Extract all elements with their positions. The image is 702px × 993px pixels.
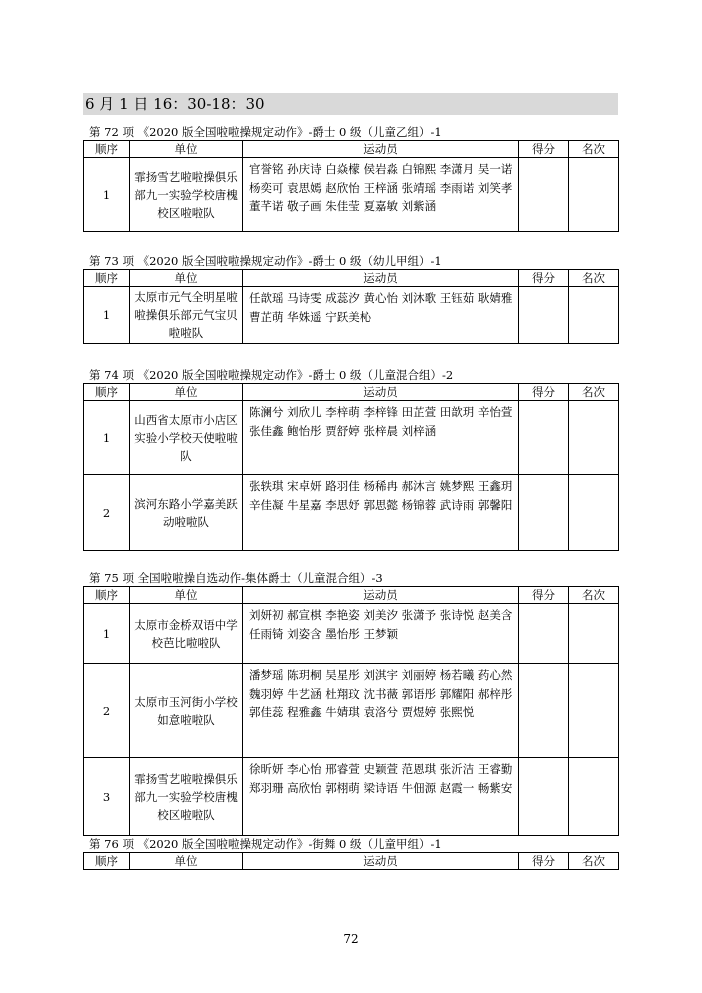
header-rank: 名次 [569, 384, 619, 401]
header-rank: 名次 [569, 853, 619, 870]
header-order: 顺序 [84, 853, 130, 870]
event-title: 第 76 项 《2020 版全国啦啦操规定动作》-街舞 0 级（儿童甲组）-1 [89, 837, 442, 851]
header-score: 得分 [519, 853, 569, 870]
cell-athletes: 徐昕妍 李心怡 邢睿萱 史颖萱 范恩琪 张沂洁 王睿勤 郑羽珊 高欣怡 郭栩萌 梁诗语 牛佃源 赵霞一 畅紫安 [243, 758, 519, 836]
table-row [84, 287, 619, 344]
table-header-row [84, 587, 619, 604]
cell-athletes: 任歆瑶 马诗雯 成蕊汐 黄心怡 刘沐歌 王钰茹 耿婧雅 曹芷萌 华姝遥 宁跃美杺 [243, 287, 519, 344]
table-row [84, 475, 619, 551]
header-score: 得分 [519, 270, 569, 287]
header-order: 顺序 [84, 270, 130, 287]
header-athletes: 运动员 [243, 384, 519, 401]
table-header-row [84, 141, 619, 158]
cell-unit: 太原市玉河街小学校如意啦啦队 [130, 664, 243, 758]
entries-table [83, 383, 619, 551]
cell-score[interactable] [519, 758, 569, 836]
event-block [83, 836, 618, 870]
cell-athletes: 潘梦瑶 陈玥桐 吴星彤 刘淇宇 刘丽婷 杨若曦 药心然 魏羽婷 牛艺涵 杜翔玟 沈书薇 郭语彤 郭耀阳 郝梓彤 郭佳蕊 程雅鑫 牛婧琪 袁洛兮 贾煜婷 张熙悦 [243, 664, 519, 758]
header-order: 顺序 [84, 384, 130, 401]
cell-unit: 霏扬雪艺啦啦操俱乐部九一实验学校唐槐校区啦啦队 [130, 158, 243, 232]
table-row [84, 604, 619, 664]
cell-athletes: 陈澜兮 刘欣儿 李梓萌 李梓锋 田芷萱 田歆玥 辛怡萱 张佳鑫 鲍怡彤 贾舒婷 张梓晨 刘梓涵 [243, 401, 519, 475]
table-row [84, 158, 619, 232]
cell-score[interactable] [519, 664, 569, 758]
cell-unit: 滨河东路小学嘉美跃动啦啦队 [130, 475, 243, 551]
table-header-row [84, 853, 619, 870]
header-athletes: 运动员 [243, 141, 519, 158]
event-title: 第 72 项 《2020 版全国啦啦操规定动作》-爵士 0 级（儿童乙组）-1 [89, 125, 442, 139]
cell-rank[interactable] [569, 604, 619, 664]
header-unit: 单位 [130, 270, 243, 287]
event-title: 第 73 项 《2020 版全国啦啦操规定动作》-爵士 0 级（幼儿甲组）-1 [89, 254, 442, 268]
cell-rank[interactable] [569, 758, 619, 836]
cell-athletes: 张轶琪 宋卓妍 路羽佳 杨稀冉 郝沐言 姚梦熙 王鑫玥 辛佳凝 牛星嘉 李思妤 郭思懿 杨锦蓉 武诗雨 郭馨阳 [243, 475, 519, 551]
header-unit: 单位 [130, 384, 243, 401]
page-number: 72 [343, 932, 359, 946]
cell-score[interactable] [519, 158, 569, 232]
header-unit: 单位 [130, 587, 243, 604]
header-athletes: 运动员 [243, 853, 519, 870]
cell-rank[interactable] [569, 401, 619, 475]
cell-order: 1 [84, 604, 130, 664]
event-title: 第 75 项 全国啦啦操自选动作-集体爵士（儿童混合组）-3 [89, 571, 383, 585]
session-header: 6 月 1 日 16：30-18：30 [83, 93, 618, 115]
header-score: 得分 [519, 587, 569, 604]
header-order: 顺序 [84, 141, 130, 158]
event-block [83, 253, 618, 344]
header-order: 顺序 [84, 587, 130, 604]
table-row [84, 664, 619, 758]
cell-rank[interactable] [569, 475, 619, 551]
event-block [83, 367, 618, 551]
header-athletes: 运动员 [243, 270, 519, 287]
header-unit: 单位 [130, 853, 243, 870]
entries-table [83, 586, 619, 836]
cell-athletes: 刘妍初 郝宣棋 李艳姿 刘美汐 张潇予 张诗悦 赵美含 任雨锜 刘姿含 墨怡彤 王梦颖 [243, 604, 519, 664]
cell-athletes: 官誉铭 孙庆诗 白焱檬 侯岩淼 白锦熙 李潇月 吴一诺 杨奕可 袁思嫣 赵欣怡 王梓涵 张靖瑶 李雨诺 刘笑孝 董芊诺 敬子画 朱佳莹 夏嘉敏 刘紫涵 [243, 158, 519, 232]
cell-rank[interactable] [569, 287, 619, 344]
table-row [84, 401, 619, 475]
event-title: 第 74 项 《2020 版全国啦啦操规定动作》-爵士 0 级（儿童混合组）-2 [89, 368, 454, 382]
header-score: 得分 [519, 384, 569, 401]
table-row [84, 758, 619, 836]
header-rank: 名次 [569, 141, 619, 158]
cell-unit: 太原市金桥双语中学校芭比啦啦队 [130, 604, 243, 664]
cell-unit: 霏扬雪艺啦啦操俱乐部九一实验学校唐槐校区啦啦队 [130, 758, 243, 836]
cell-order: 1 [84, 401, 130, 475]
cell-rank[interactable] [569, 664, 619, 758]
header-rank: 名次 [569, 270, 619, 287]
cell-order: 2 [84, 475, 130, 551]
cell-order: 1 [84, 287, 130, 344]
cell-order: 2 [84, 664, 130, 758]
cell-score[interactable] [519, 401, 569, 475]
cell-score[interactable] [519, 604, 569, 664]
entries-table [83, 852, 619, 870]
cell-unit: 太原市元气全明星啦啦操俱乐部元气宝贝啦啦队 [130, 287, 243, 344]
cell-score[interactable] [519, 287, 569, 344]
cell-order: 3 [84, 758, 130, 836]
cell-score[interactable] [519, 475, 569, 551]
header-athletes: 运动员 [243, 587, 519, 604]
header-rank: 名次 [569, 587, 619, 604]
header-unit: 单位 [130, 141, 243, 158]
entries-table [83, 269, 619, 344]
cell-rank[interactable] [569, 158, 619, 232]
event-block [83, 570, 618, 836]
header-score: 得分 [519, 141, 569, 158]
entries-table [83, 140, 619, 232]
table-header-row [84, 384, 619, 401]
cell-unit: 山西省太原市小店区实验小学校天使啦啦队 [130, 401, 243, 475]
event-block [83, 124, 618, 232]
table-header-row [84, 270, 619, 287]
cell-order: 1 [84, 158, 130, 232]
